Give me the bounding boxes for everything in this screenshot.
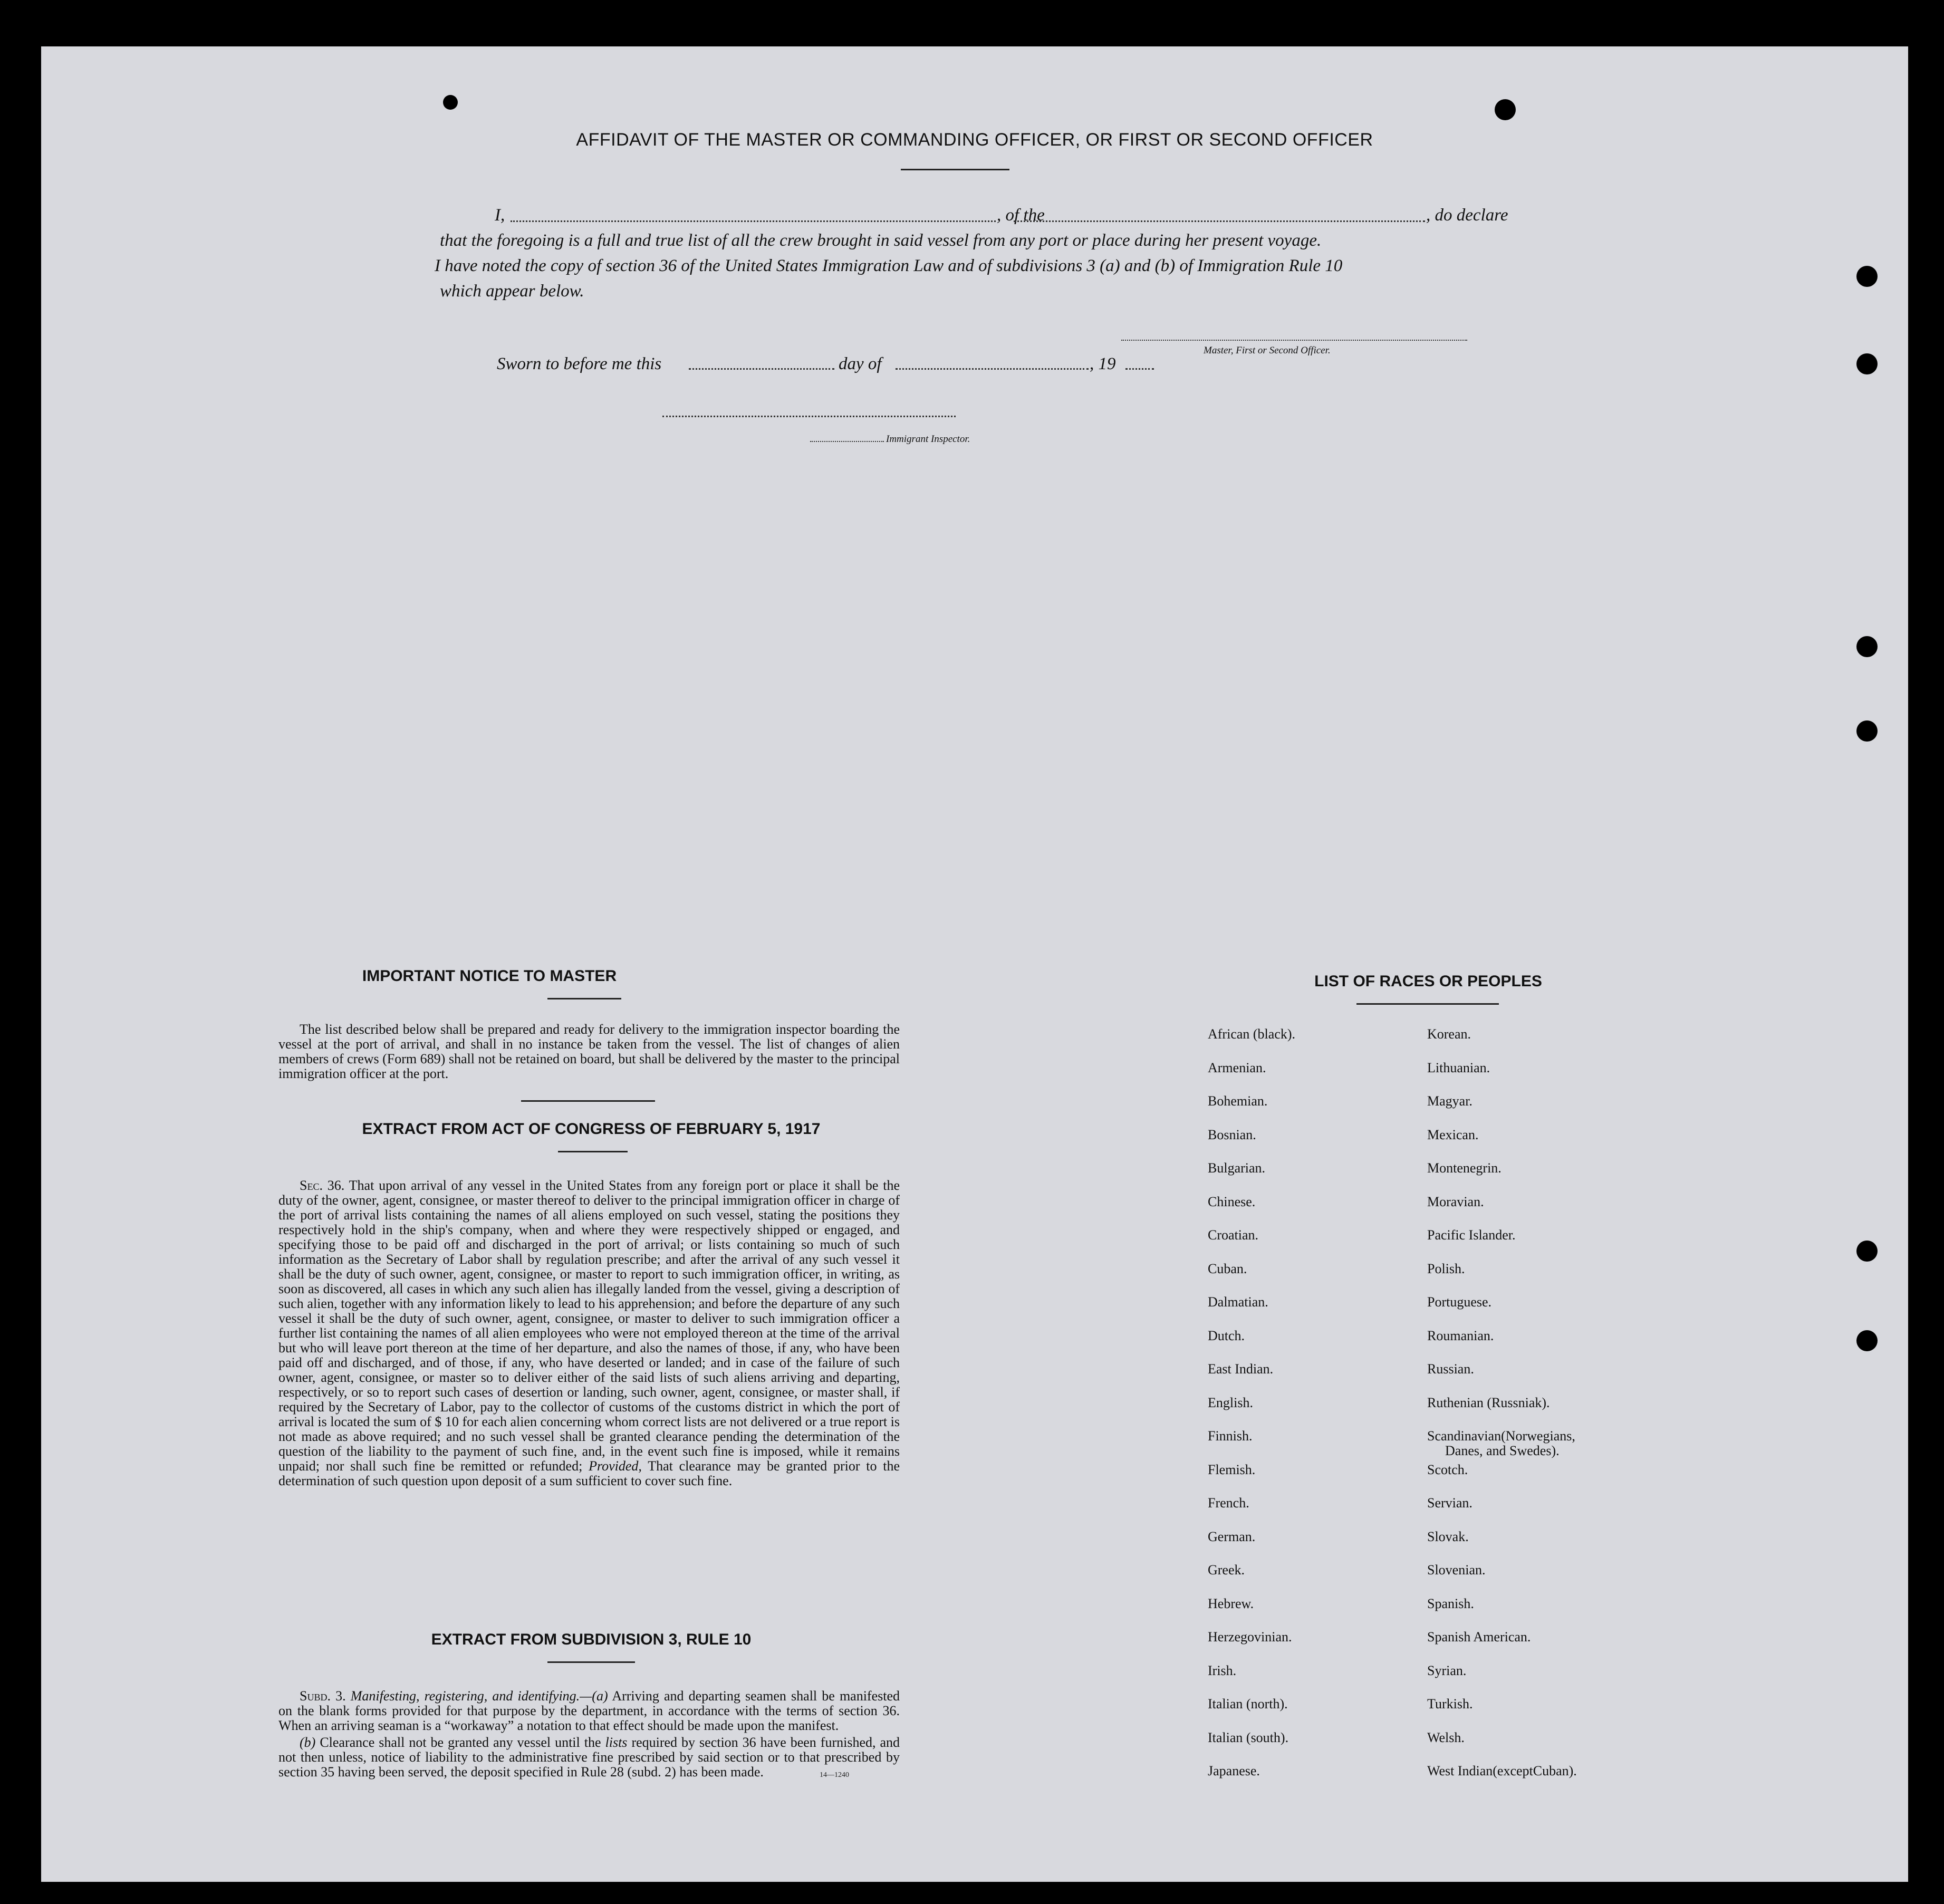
race-item-right-18: Spanish.	[1427, 1595, 1474, 1611]
race-item-left-18: Hebrew.	[1208, 1595, 1254, 1611]
race-item-right-20: Syrian.	[1427, 1662, 1467, 1678]
affidavit-title: AFFIDAVIT OF THE MASTER OR COMMANDING OFFICER, OR FIRST OR SECOND OFFICER	[576, 130, 1373, 150]
master-name-field[interactable]	[511, 220, 996, 222]
punch-hole-4	[1856, 636, 1878, 657]
rule-text-b2: required by section 36 have been furnished, and not then unless, notice of liability to the administrative fine prescribed by said section or to that prescribed by section 35 having been served, the deposit specified in Rule 28 (subd. 2) has been made.	[278, 1735, 900, 1780]
rule-extract-title: EXTRACT FROM SUBDIVISION 3, RULE 10	[431, 1631, 752, 1648]
race-item-right-13: Scandinavian(Norwegians,	[1427, 1428, 1575, 1444]
race-item-right-14: Scotch.	[1427, 1461, 1468, 1477]
race-item-left-11: East Indian.	[1208, 1361, 1274, 1377]
notice-title: IMPORTANT NOTICE TO MASTER	[362, 967, 617, 985]
sworn-end: , 19	[1090, 354, 1116, 373]
race-item-left-12: English.	[1208, 1395, 1253, 1410]
affidavit-title-rule	[901, 169, 1009, 170]
race-item-right-3: Magyar.	[1427, 1093, 1473, 1109]
race-item-left-2: Armenian.	[1208, 1060, 1266, 1075]
sworn-year-field[interactable]	[1125, 368, 1154, 370]
act-extract-title-rule	[558, 1151, 628, 1152]
race-item-left-4: Bosnian.	[1208, 1127, 1256, 1142]
rule-text-a: Arriving and departing seamen shall be manifested on the blank forms provided for that purpose by the department, in accordance with the terms of section 36. When an arriving seaman is a “workaway” a notation to that effect should be made upon the manifest.	[278, 1688, 900, 1733]
inspector-signature-field[interactable]	[662, 416, 956, 417]
race-item-right-6: Moravian.	[1427, 1194, 1484, 1209]
affidavit-line4: which appear below.	[440, 282, 584, 301]
race-item-left-5: Bulgarian.	[1208, 1160, 1266, 1176]
race-item-right-11: Russian.	[1427, 1361, 1474, 1377]
race-item-left-6: Chinese.	[1208, 1194, 1256, 1209]
act-extract-title: EXTRACT FROM ACT OF CONGRESS OF FEBRUARY 5, 1917	[362, 1120, 821, 1138]
race-item-left-13: Finnish.	[1208, 1428, 1253, 1444]
race-item-right-4: Mexican.	[1427, 1127, 1479, 1142]
sworn-mid: day of	[839, 354, 882, 373]
sworn-month-field[interactable]	[896, 368, 1089, 370]
rule-text-b1: Clearance shall not be granted any vessel until the	[320, 1735, 601, 1750]
act-extract-text-block	[278, 1178, 900, 1490]
rule-subd-title: Manifesting, registering, and identifying.—(a)	[350, 1688, 608, 1704]
punch-hole-5	[1856, 720, 1878, 742]
race-item-right-23: West Indian(exceptCuban).	[1427, 1763, 1577, 1778]
race-item-right-17: Slovenian.	[1427, 1562, 1486, 1578]
races-title: LIST OF RACES OR PEOPLES	[1314, 973, 1542, 990]
master-signature-field[interactable]	[1121, 340, 1467, 341]
rule-extract-title-rule	[547, 1661, 635, 1663]
notice-text: The list described below shall be prepared and ready for delivery to the immigration inspector boarding the vessel at the port of arrival, and shall in no instance be taken from the vessel. The list of changes of alien members of crews (Form 689) shall not be retained on board, but shall be delivered by the master to the principal immigration officer at the port.	[278, 1022, 900, 1081]
race-item-left-23: Japanese.	[1208, 1763, 1260, 1778]
race-item-left-22: Italian (south).	[1208, 1729, 1289, 1745]
race-item-left-7: Croatian.	[1208, 1227, 1259, 1243]
affidavit-line1-end: , do declare	[1426, 206, 1508, 225]
race-item-right-16: Slovak.	[1427, 1528, 1469, 1544]
race-item-right-10: Roumanian.	[1427, 1328, 1494, 1343]
act-provided-label: Provided,	[589, 1458, 642, 1474]
affidavit-line1-mid: , of the	[997, 206, 1045, 225]
race-item-left-17: Greek.	[1208, 1562, 1245, 1578]
races-title-rule	[1356, 1003, 1499, 1005]
race-item-left-8: Cuban.	[1208, 1261, 1247, 1276]
race-item-left-9: Dalmatian.	[1208, 1294, 1268, 1310]
act-extract-text: That upon arrival of any vessel in the United States from any foreign port or place it shall be the duty of the owner, agent, consignee, or master thereof to deliver to the principal immigration officer in charge of the port of arrival lists containing the names of all aliens employed on such vessel, stating the positions they respectively hold in the ship's company, when and where they were respectively shipped or engaged, and specifying those to be paid off and discharged in the port of arrival; or lists containing so much of such information as the Secretary of Labor shall by regulation prescribe; and after the arrival of any such vessel it shall be the duty of such owner, agent, consignee, or master to report to such immigration officer, in writing, as soon as discovered, all cases in which any such alien has illegally landed from the vessel, giving a description of such alien, together with any information likely to lead to his apprehension; and before the departure of any such vessel it shall be the duty of such owner, agent, consignee, or master to deliver to such immigration officer a further list containing the names of all alien employees who were not employed thereon at the time of the arrival but who will leave port thereon at the time of her departure, and also the names of those, if any, who have been paid off and discharged, and of those, if any, who have deserted or landed; and in case of the failure of such owner, agent, consignee, or master so to deliver either of the said lists of such aliens arriving and departing, respectively, or so to report such cases of desertion or landing, such owner, agent, consignee, or master shall, if required by the Secretary of Labor, pay to the collector of customs of the customs district in which the port of arrival is located the sum of $ 10 for each alien concerning whom correct lists are not delivered or a true report is not made as above required; and no such vessel shall be granted clearance pending the determination of the question of the liability to the payment of such fine, and, in the event such fine is imposed, while it remains unpaid; nor shall such fine be remitted or refunded;	[278, 1178, 900, 1474]
punch-hole-8	[443, 95, 458, 110]
race-item-right-9: Portuguese.	[1427, 1294, 1492, 1310]
race-item-left-16: German.	[1208, 1528, 1256, 1544]
affidavit-line2: that the foregoing is a full and true list of all the crew brought in said vessel from any port or place during her present voyage.	[440, 231, 1322, 250]
act-sec-label: Sec. 36.	[300, 1178, 345, 1193]
punch-hole-6	[1856, 1241, 1878, 1262]
affidavit-line1-start: I,	[495, 206, 505, 225]
punch-hole-7	[1856, 1330, 1878, 1351]
race-item-left-10: Dutch.	[1208, 1328, 1245, 1343]
race-item-right-15: Servian.	[1427, 1495, 1473, 1511]
race-item-right-1: Korean.	[1427, 1026, 1471, 1042]
race-item-left-15: French.	[1208, 1495, 1249, 1511]
race-item-left-3: Bohemian.	[1208, 1093, 1268, 1109]
signature-label: Master, First or Second Officer.	[1204, 345, 1331, 356]
race-item-right-8: Polish.	[1427, 1261, 1465, 1276]
notice-bottom-rule	[521, 1100, 655, 1102]
race-item-scandinavian-continued: Danes, and Swedes).	[1445, 1443, 1560, 1458]
sworn-start: Sworn to before me this	[497, 354, 662, 373]
inspector-prefix-line	[810, 441, 884, 442]
form-number: 14—1240	[820, 1771, 849, 1779]
affidavit-line3: I have noted the copy of section 36 of the United States Immigration Law and of subdivisions 3 (a) and (b) of Immigration Rule 10	[435, 256, 1343, 275]
race-item-left-19: Herzegovinian.	[1208, 1629, 1292, 1645]
sworn-day-field[interactable]	[689, 368, 834, 370]
race-item-left-1: African (black).	[1208, 1026, 1296, 1042]
race-item-right-7: Pacific Islander.	[1427, 1227, 1516, 1243]
race-item-right-5: Montenegrin.	[1427, 1160, 1502, 1176]
race-item-right-21: Turkish.	[1427, 1696, 1473, 1711]
inspector-label: Immigrant Inspector.	[886, 434, 970, 445]
rule-lists-word: lists	[605, 1735, 628, 1750]
race-item-left-21: Italian (north).	[1208, 1696, 1288, 1711]
document-page	[41, 46, 1908, 1882]
punch-hole-2	[1856, 266, 1878, 287]
race-item-right-12: Ruthenian (Russniak).	[1427, 1395, 1550, 1410]
race-item-right-22: Welsh.	[1427, 1729, 1465, 1745]
race-item-right-2: Lithuanian.	[1427, 1060, 1490, 1075]
notice-text-block	[278, 1022, 900, 1083]
race-item-left-14: Flemish.	[1208, 1461, 1256, 1477]
act-provided-text: That clearance may be granted prior to the determination of such question upon deposit of a sum sufficient to cover such fine.	[278, 1458, 900, 1488]
rule-extract-text-block	[278, 1689, 900, 1782]
punch-hole-3	[1856, 353, 1878, 374]
race-item-right-19: Spanish American.	[1427, 1629, 1531, 1645]
rule-b-label: (b)	[300, 1735, 316, 1750]
race-item-left-20: Irish.	[1208, 1662, 1237, 1678]
punch-hole-1	[1495, 99, 1516, 120]
rule-subd-label: Subd. 3.	[300, 1688, 346, 1704]
notice-title-rule	[547, 998, 621, 999]
vessel-name-field[interactable]	[1014, 220, 1425, 222]
